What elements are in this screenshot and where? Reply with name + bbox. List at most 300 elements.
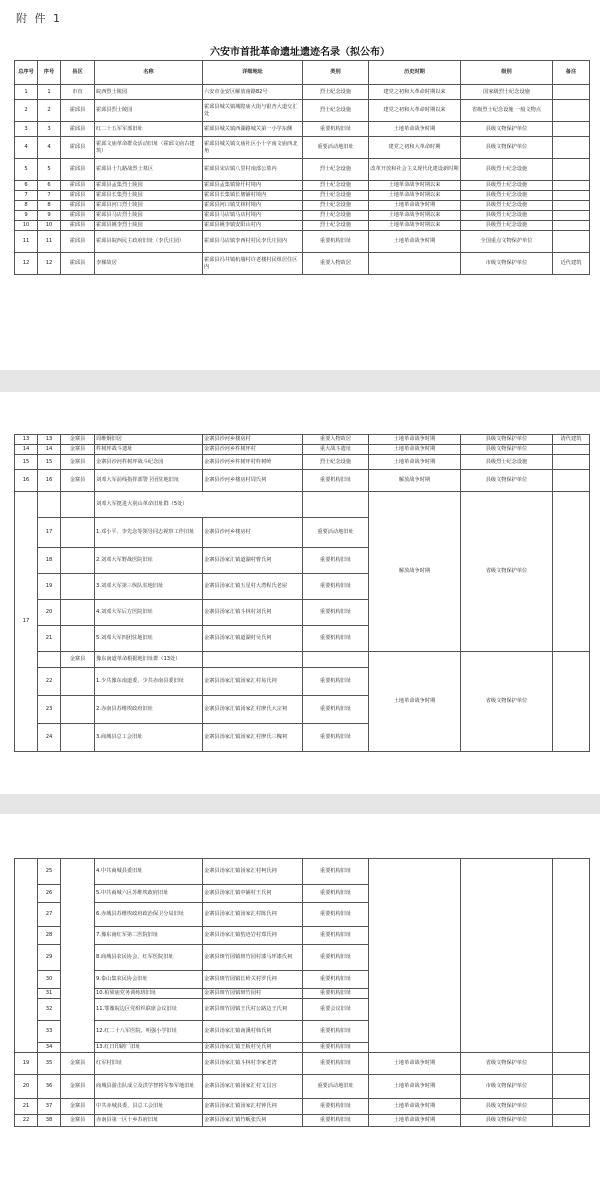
table-cell (553, 1075, 590, 1099)
table-cell: 金寨县汤家汇镇道湖村曹氏祠 (203, 548, 303, 574)
table-cell: 县级烈士纪念设施 (461, 191, 553, 201)
table-cell: 金寨县斑竹园镇斑竹园村 (203, 989, 303, 999)
table-cell: 霍邱县 (61, 122, 95, 137)
table-cell: 霍邱县 (61, 201, 95, 211)
table-cell (61, 724, 95, 752)
table-cell: 全国重点文物保护单位 (461, 231, 553, 253)
table-cell: 杵树坪战斗遗址 (95, 445, 203, 455)
table-cell: 土地革命战争时期 (369, 1053, 461, 1075)
table-cell (553, 652, 590, 752)
table-cell: 33 (38, 1021, 61, 1043)
table-cell (553, 231, 590, 253)
table-cell: 霍邱县 (61, 211, 95, 221)
table-cell: 刘邓大军前线指挥部警卫团驻地旧址 (95, 470, 203, 492)
table-cell: 霍邱县马店烈士陵园 (95, 211, 203, 221)
table-cell: 刘邓大军挺进大别山革命旧址群（5处） (95, 492, 303, 518)
table-cell: 16 (38, 470, 61, 492)
table-cell: 25 (38, 859, 61, 885)
table-cell: 2 (38, 100, 61, 122)
table-row (15, 231, 590, 253)
table-cell: 霍邱县 (61, 231, 95, 253)
table-cell: 23 (38, 696, 61, 724)
table-cell: 霍邱县孟集烈士陵园 (95, 181, 203, 191)
column-header: 县区 (61, 61, 95, 85)
table-cell (15, 859, 38, 1053)
page-gap-2 (0, 794, 600, 814)
table-cell: 金寨县汤家汇镇斗林村李家老湾 (203, 1053, 303, 1075)
table-cell: 31 (38, 989, 61, 999)
table-cell: 28 (38, 927, 61, 945)
table-cell (553, 85, 590, 100)
table-cell (553, 191, 590, 201)
table-cell (369, 859, 461, 1053)
table-row (15, 100, 590, 122)
table-cell: 24 (38, 724, 61, 752)
table-cell: 省级文物保护单位 (461, 492, 553, 652)
table-cell (303, 652, 369, 668)
table-cell: 霍邱县冯井镇杭墙村许老楼村民组居住区内 (203, 253, 303, 275)
table-cell (553, 492, 590, 652)
table-cell (61, 574, 95, 600)
table-cell: 金寨县汤家汇镇王板村吴氏祠 (203, 1043, 303, 1053)
table-cell: 金寨县 (61, 1053, 95, 1075)
table-cell: 重要机构旧址 (303, 231, 369, 253)
table-cell: 省级文物保护单位 (461, 1053, 553, 1075)
table-row (15, 191, 590, 201)
table-cell: 市直 (61, 85, 95, 100)
table-cell: 38 (38, 1115, 61, 1127)
table-cell: 3 (38, 122, 61, 137)
table-cell: 重要机构旧址 (303, 696, 369, 724)
table-cell: 重要会议旧址 (303, 999, 369, 1021)
table-cell: 金寨县 (61, 1099, 95, 1115)
table-cell (61, 668, 95, 696)
table-cell: 重要机构旧址 (303, 626, 369, 652)
table-cell: 6 (15, 181, 38, 191)
table-cell: 21 (15, 1099, 38, 1115)
table-cell (61, 626, 95, 652)
table-cell (61, 696, 95, 724)
table-cell: 19 (38, 574, 61, 600)
table-cell: 重要机构旧址 (303, 548, 369, 574)
table-cell: 金寨县斑竹园镇王氏村公路边王氏祠 (203, 999, 303, 1021)
table-cell: 8.商城县农民协会、红军医院旧址 (95, 945, 203, 971)
page-gap-1 (0, 370, 600, 392)
table-cell: 22 (38, 668, 61, 696)
table-cell (553, 445, 590, 455)
document-title: 六安市首批革命遗址遗迹名录（拟公布） (210, 47, 390, 58)
table-cell: 重要机构旧址 (303, 1053, 369, 1075)
table-cell: 12 (15, 253, 38, 275)
table-cell: 重要机构旧址 (303, 971, 369, 989)
table-row (15, 1099, 590, 1115)
table-cell: 霍邱县烈士陵园 (95, 100, 203, 122)
table-row (15, 1075, 590, 1099)
table-cell: 县级烈士纪念设施 (461, 211, 553, 221)
table-cell (553, 455, 590, 470)
table-cell: 霍邱县河口烈士陵园 (95, 201, 203, 211)
table-cell: 17 (38, 518, 61, 548)
table-cell: 6.赤城县苏维埃政府政治保卫分局旧址 (95, 903, 203, 927)
table-cell: 霍邱县 (61, 181, 95, 191)
table-row (15, 181, 590, 191)
table-cell: 2.刘邓大军野战医院旧址 (95, 548, 203, 574)
table-cell: 重要机构旧址 (303, 724, 369, 752)
table-cell: 土地革命战争时期 (369, 435, 461, 445)
table-cell: 县级文物保护单位 (461, 445, 553, 455)
table-cell: 金寨县沙河乡楼房村 (203, 518, 303, 548)
table-cell: 烈士纪念设施 (303, 201, 369, 211)
table-cell: 4 (38, 137, 61, 159)
table-cell: 土地革命战争时期 (369, 445, 461, 455)
table-cell: 35 (38, 1053, 61, 1075)
table-cell: 12.红二十八军医院、明强小学旧址 (95, 1021, 203, 1043)
table-cell: 霍邱县姚李烈士陵园 (95, 221, 203, 231)
table-cell: 省级文物保护单位 (461, 652, 553, 752)
table-cell: 重要机构旧址 (303, 903, 369, 927)
table-cell: 金寨县斑竹园镇斑竹园村漆马坪漆氏祠 (203, 945, 303, 971)
table-cell: 烈士纪念设施 (303, 455, 369, 470)
table-cell: 1 (15, 85, 38, 100)
table-cell: 21 (38, 626, 61, 652)
table-cell: 近代建筑 (553, 253, 590, 275)
table-cell: 国家级烈士纪念设施 (461, 85, 553, 100)
table-cell: 土地革命战争时期 (369, 1115, 461, 1127)
table-cell: 县级烈士纪念设施 (461, 455, 553, 470)
table-cell: 26 (38, 885, 61, 903)
table-cell (553, 221, 590, 231)
table-cell (553, 122, 590, 137)
table-cell: 土地革命战争时期以来 (369, 181, 461, 191)
table-cell: 7 (15, 191, 38, 201)
table-cell (61, 600, 95, 626)
table-cell: 金寨县汤家汇镇竹畈张氏祠 (203, 1115, 303, 1127)
table-row (15, 159, 590, 181)
table-row (15, 455, 590, 470)
table-cell (553, 1053, 590, 1075)
table-cell: 金寨县 (61, 455, 95, 470)
table-cell: 重要机构旧址 (303, 1099, 369, 1115)
table-cell (61, 859, 95, 1053)
table-cell: 34 (38, 1043, 61, 1053)
table-cell: 县级烈士纪念设施 (461, 221, 553, 231)
table-cell: 省级烈士纪念设施 一般文物点 (461, 100, 553, 122)
table-row (15, 85, 590, 100)
table-cell: 重大战斗遗址 (303, 445, 369, 455)
table-cell: 金寨县沙河杵树坪战斗纪念园 (95, 455, 203, 470)
table-cell: 土地革命战争时期 (369, 201, 461, 211)
table-row (15, 435, 590, 445)
table-row (15, 652, 590, 668)
table-row (15, 211, 590, 221)
table-cell: 6 (38, 181, 61, 191)
table-cell: 县级文物保护单位 (461, 122, 553, 137)
table-cell: 1 (38, 85, 61, 100)
table-cell: 3 (15, 122, 38, 137)
table-row (15, 1053, 590, 1075)
table-cell: 重要人物故居 (303, 435, 369, 445)
table-cell: 改革开放和社会主义现代化建设新时期 (369, 159, 461, 181)
column-header: 备注 (553, 61, 590, 85)
table-cell: 金寨县汤家汇镇汤家汇村文昌宫 (203, 1075, 303, 1099)
table-cell: 土地革命战争时期 (369, 455, 461, 470)
table-cell: 周维炯旧居 (95, 435, 203, 445)
table-cell: 36 (38, 1075, 61, 1099)
site-table-page-2 (14, 434, 590, 752)
table-cell: 红军村旧址 (95, 1053, 203, 1075)
table-cell: 重要机构旧址 (303, 885, 369, 903)
table-cell: 8 (38, 201, 61, 211)
table-cell: 霍邱县长集镇长塘铺村境内 (203, 191, 303, 201)
table-cell: 4 (15, 137, 38, 159)
table-cell: 8 (15, 201, 38, 211)
table-cell: 霍邱县 (61, 159, 95, 181)
table-cell: 11 (38, 231, 61, 253)
column-header: 历史时期 (369, 61, 461, 85)
table-cell: 重要人物故居 (303, 253, 369, 275)
table-cell: 霍邱县马店镇马店村境内 (203, 211, 303, 221)
table-cell: 重要机构旧址 (303, 600, 369, 626)
table-cell: 金寨县沙河乡楼房村 (203, 435, 303, 445)
table-cell: 7 (38, 191, 61, 201)
table-cell (61, 492, 95, 518)
table-cell: 霍邱文庙革命群众活动旧址（霍邱文庙古建筑） (95, 137, 203, 159)
table-cell: 10 (15, 221, 38, 231)
table-cell: 赤南县第一区十乡苏府旧址 (95, 1115, 203, 1127)
table-cell (553, 1099, 590, 1115)
table-cell: 霍邱县城关镇文庙社区小十字南文庙西北角 (203, 137, 303, 159)
table-row (15, 1115, 590, 1127)
table-cell: 重要机构旧址 (303, 1115, 369, 1127)
table-cell: 13.红日印刷厂旧址 (95, 1043, 203, 1053)
table-cell: 县级文物保护单位 (461, 435, 553, 445)
table-cell: 7.豫东南红军第二医院旧址 (95, 927, 203, 945)
table-cell: 土地革命战争时期 (369, 652, 461, 752)
table-cell: 土地革命战争时期以来 (369, 221, 461, 231)
table-cell: 金寨县汤家汇镇汤家汇村柯氏祠 (203, 859, 303, 885)
table-cell: 金寨县 (61, 435, 95, 445)
table-cell (553, 159, 590, 181)
table-cell: 土地革命战争时期 (369, 1075, 461, 1099)
table-row (15, 470, 590, 492)
table-cell: 重要活动地旧址 (303, 518, 369, 548)
table-cell: 商城县游击队成立及洪学智将军参军地旧址 (95, 1075, 203, 1099)
table-cell: 重要活动地旧址 (303, 1075, 369, 1099)
table-cell (369, 253, 461, 275)
table-cell: 霍邱县孟集镇徐圩村境内 (203, 181, 303, 191)
column-header: 级别 (461, 61, 553, 85)
table-cell: 金寨县汤家汇镇汤家汇村易氏祠 (203, 668, 303, 696)
table-cell: 烈士纪念设施 (303, 211, 369, 221)
table-cell: 霍邱县宋店镇八里村南部公墓内 (203, 159, 303, 181)
table-cell: 红二十五军军部旧址 (95, 122, 203, 137)
table-cell: 霍邱县 (61, 137, 95, 159)
table-cell: 六安市金安区解放南路82号 (203, 85, 303, 100)
table-cell: 2 (15, 100, 38, 122)
table-row (15, 221, 590, 231)
table-cell: 烈士纪念设施 (303, 191, 369, 201)
table-cell: 重要机构旧址 (303, 574, 369, 600)
table-cell: 金寨县斑竹园镇长岭关村罗氏祠 (203, 971, 303, 989)
table-cell: 9.泰山集农民协会旧址 (95, 971, 203, 989)
table-cell: 解放战争时期 (369, 492, 461, 652)
table-cell (203, 652, 303, 668)
table-cell: 20 (15, 1075, 38, 1099)
table-row (15, 122, 590, 137)
table-cell: 3.刘邓大军第三纵队驻地旧址 (95, 574, 203, 600)
table-cell: 4.刘邓大军后方医院旧址 (95, 600, 203, 626)
table-cell: 土地革命战争时期以来 (369, 211, 461, 221)
table-cell: 金寨县汤家汇镇汤家汇村廖氏三槐祠 (203, 724, 303, 752)
table-cell: 烈士纪念设施 (303, 221, 369, 231)
table-row (15, 253, 590, 275)
table-cell: 37 (38, 1099, 61, 1115)
table-cell (553, 181, 590, 191)
table-cell (61, 518, 95, 548)
column-header: 序号 (38, 61, 61, 85)
table-cell: 皖西烈士陵园 (95, 85, 203, 100)
table-cell: 李梯故居 (95, 253, 203, 275)
table-cell: 霍邱县 (61, 221, 95, 231)
table-cell: 9 (38, 211, 61, 221)
table-cell: 霍邱县 (61, 191, 95, 201)
table-cell: 霍邱县城关镇西湖路城关第一小学东侧 (203, 122, 303, 137)
table-cell: 烈士纪念设施 (303, 85, 369, 100)
site-table-page-3 (14, 858, 590, 1127)
table-cell (553, 137, 590, 159)
table-cell: 解放战争时期 (369, 470, 461, 492)
table-cell: 重要机构旧址 (303, 1043, 369, 1053)
table-cell: 霍邱县河口镇艾林村境内 (203, 201, 303, 211)
table-cell: 金寨县汤家汇镇汤家汇村陈氏祠 (203, 903, 303, 927)
table-cell: 霍邱县城关镇城隍庙大街与银杏大道交汇处 (203, 100, 303, 122)
table-cell: 县级烈士纪念设施 (461, 181, 553, 191)
table-cell: 豫东南道革命根据地旧址群（13处） (95, 652, 203, 668)
table-cell: 10.柏梁庙党务训练班旧址 (95, 989, 203, 999)
table-cell: 30 (38, 971, 61, 989)
table-cell: 金寨县 (61, 470, 95, 492)
table-cell: 霍邱县马店镇李西村村民李氏庄园内 (203, 231, 303, 253)
table-cell: 金寨县汤家汇镇汤家汇村廖氏大宗祠 (203, 696, 303, 724)
table-cell: 金寨县汤家汇镇中铺村王氏祠 (203, 885, 303, 903)
table-cell: 建党之初和大革命时期以来 (369, 85, 461, 100)
table-cell (461, 859, 553, 1053)
table-cell: 2.赤南县苏维埃政府旧址 (95, 696, 203, 724)
table-cell: 1.少共豫东南道委、少共赤南县委旧址 (95, 668, 203, 696)
table-cell: 29 (38, 945, 61, 971)
table-cell: 金寨县汤家汇镇汤家汇村钟氏祠 (203, 1099, 303, 1115)
table-cell: 13 (38, 435, 61, 445)
page-1 (0, 0, 600, 370)
table-cell: 土地革命战争时期 (369, 1099, 461, 1115)
table-cell: 重要机构旧址 (303, 122, 369, 137)
table-cell: 金寨县 (61, 1115, 95, 1127)
column-header: 类别 (303, 61, 369, 85)
table-cell (553, 211, 590, 221)
table-cell: 金寨县沙河乡楼房村周氏祠 (203, 470, 303, 492)
table-cell: 9 (15, 211, 38, 221)
table-header-row (15, 61, 590, 85)
table-cell: 烈士纪念设施 (303, 159, 369, 181)
table-cell: 重要机构旧址 (303, 927, 369, 945)
table-cell: 土地革命战争时期 (369, 231, 461, 253)
table-cell: 15 (15, 455, 38, 470)
table-cell (38, 652, 61, 668)
table-cell (553, 100, 590, 122)
table-cell: 27 (38, 903, 61, 927)
column-header: 总序号 (15, 61, 38, 85)
table-row (15, 492, 590, 518)
table-cell: 霍邱县 (61, 100, 95, 122)
table-cell: 金寨县汤家汇镇南溪村韩氏祠 (203, 1021, 303, 1043)
table-cell: 14 (15, 445, 38, 455)
table-cell: 市级文物保护单位 (461, 1075, 553, 1099)
table-cell: 11.鄂豫皖边区党组织联席会议旧址 (95, 999, 203, 1021)
table-cell (553, 470, 590, 492)
table-cell: 金寨县沙河乡杵树坪村杵树岭 (203, 455, 303, 470)
table-cell (61, 548, 95, 574)
table-cell: 县级文物保护单位 (461, 1115, 553, 1127)
table-cell: 4.中共商城县委旧址 (95, 859, 203, 885)
site-table-page-1 (14, 60, 590, 275)
table-cell: 霍邱县十九路战烈士墓区 (95, 159, 203, 181)
table-cell: 建党之初和大革命时期以来 (369, 100, 461, 122)
table-row (15, 137, 590, 159)
table-cell: 金寨县汤家汇镇道湖村吴氏祠 (203, 626, 303, 652)
table-cell: 11 (15, 231, 38, 253)
table-cell: 市级文物保护单位 (461, 253, 553, 275)
page-2 (0, 392, 600, 794)
table-cell: 1.邓小平、李先念等领导同志视察工作旧址 (95, 518, 203, 548)
table-cell: 县级文物保护单位 (461, 1099, 553, 1115)
table-cell: 重要机构旧址 (303, 470, 369, 492)
table-cell: 县级文物保护单位 (461, 470, 553, 492)
table-cell: 16 (15, 470, 38, 492)
table-cell: 5.刘邓大军四团驻地旧址 (95, 626, 203, 652)
table-cell: 霍邱县姚李镇安阳山村内 (203, 221, 303, 231)
table-row (15, 859, 590, 885)
table-cell: 烈士纪念设施 (303, 181, 369, 191)
table-cell: 霍邱县长集烈士陵园 (95, 191, 203, 201)
table-cell: 14 (38, 445, 61, 455)
table-cell: 清代建筑 (553, 435, 590, 445)
table-cell: 金寨县 (61, 445, 95, 455)
table-cell: 12 (38, 253, 61, 275)
page-3 (0, 814, 600, 1181)
table-cell: 金寨县汤家汇镇斗林村刘氏祠 (203, 600, 303, 626)
table-cell (38, 492, 61, 518)
table-cell: 重要机构旧址 (303, 989, 369, 999)
table-cell (553, 1115, 590, 1127)
table-cell: 17 (15, 492, 38, 752)
table-cell (553, 859, 590, 1053)
table-cell: 15 (38, 455, 61, 470)
table-cell: 烈士纪念设施 (303, 100, 369, 122)
table-row (15, 201, 590, 211)
table-cell: 县级烈士纪念设施 (461, 201, 553, 211)
table-cell: 10 (38, 221, 61, 231)
table-cell: 5.中共商城六区苏维埃政府旧址 (95, 885, 203, 903)
table-cell: 金寨县 (61, 652, 95, 668)
table-cell: 霍邱县皖西民主政府旧址（李氏庄园） (95, 231, 203, 253)
table-cell: 重要机构旧址 (303, 859, 369, 885)
table-cell: 霍邱县 (61, 253, 95, 275)
table-cell: 金寨县汤家汇镇豹迹岩村郑氏祠 (203, 927, 303, 945)
attachment-label: 附 件 1 (16, 12, 62, 25)
table-cell: 32 (38, 999, 61, 1021)
table-cell: 重要机构旧址 (303, 668, 369, 696)
table-cell: 土地革命战争时期 (369, 122, 461, 137)
